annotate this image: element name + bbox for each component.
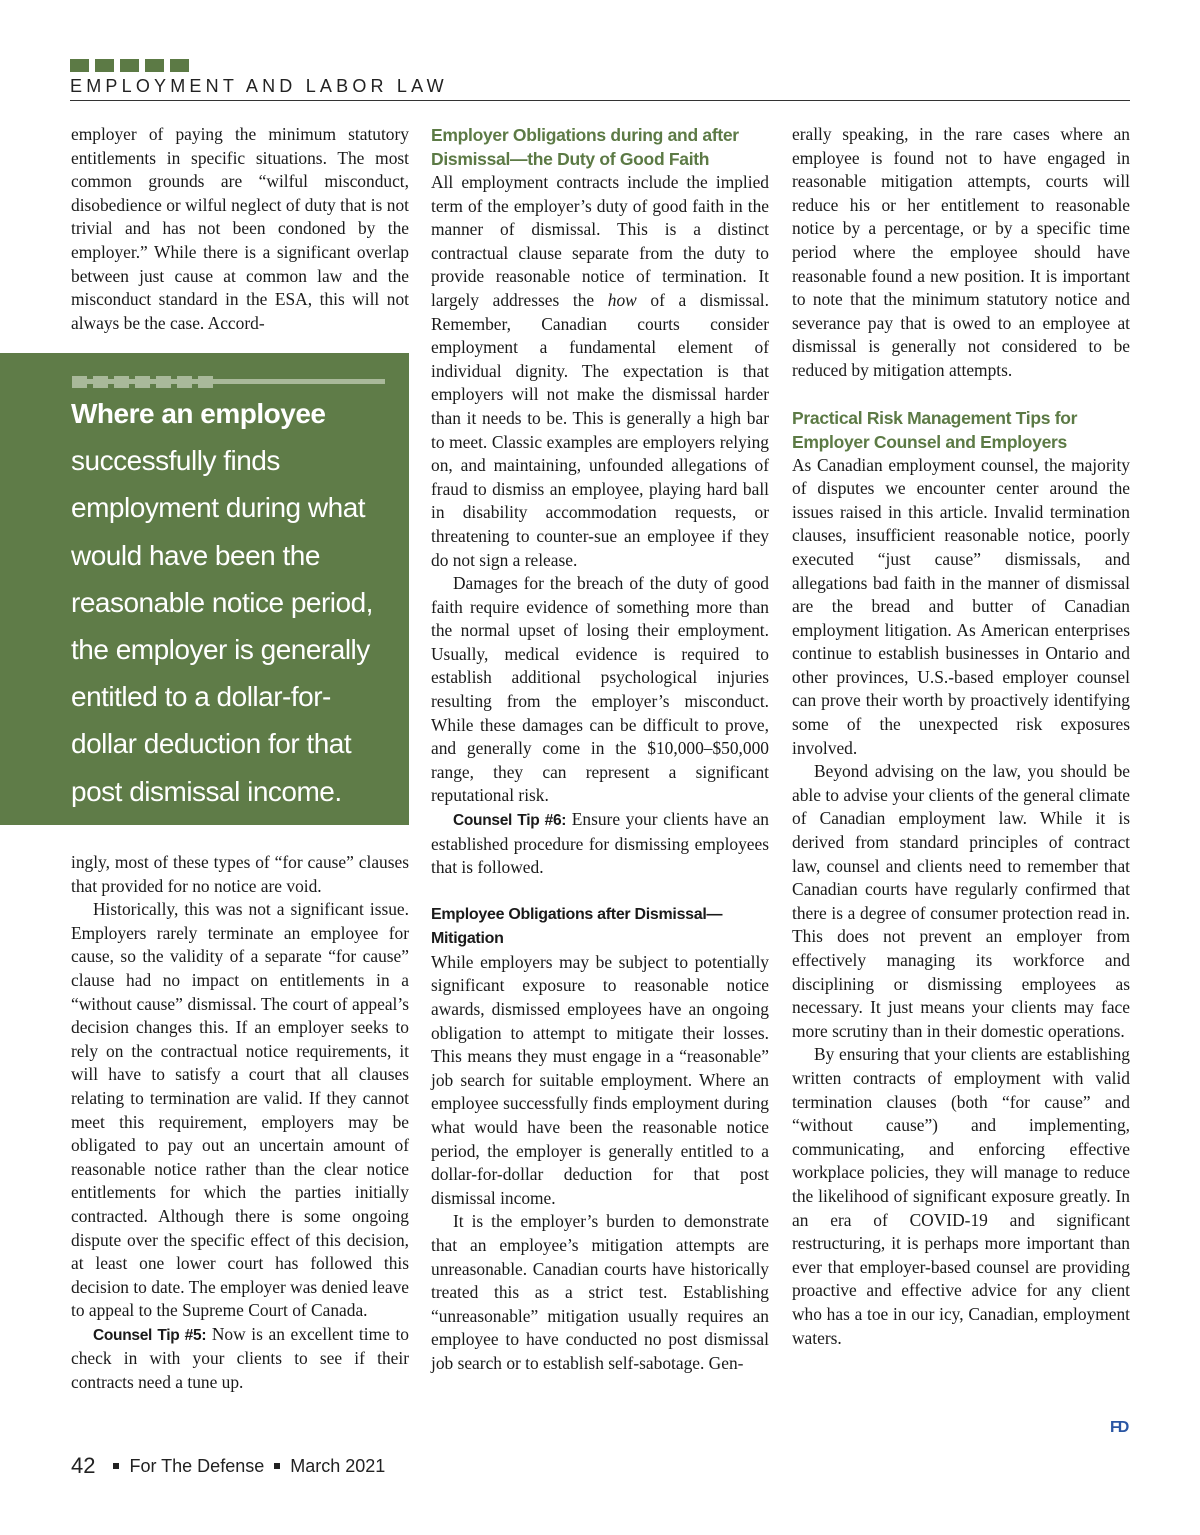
- fd-logo-d: D: [1117, 1419, 1128, 1436]
- pull-quote-text: [71, 390, 391, 815]
- column-1-bottom: [71, 851, 409, 1395]
- col2-paragraph-1: [431, 171, 769, 572]
- page-number: 42: [71, 1453, 96, 1478]
- column-1-top: [71, 123, 409, 335]
- pull-quote-lead: Where an employee: [71, 398, 326, 429]
- spacer: [431, 880, 769, 903]
- counsel-tip-6-text: Ensure your clients have an established procedure for dismissing employees that is followed.: [431, 809, 770, 878]
- publication-name: For The Defense: [129, 1455, 265, 1476]
- pull-quote-body: successfully finds employment during what would have been the reasonable notice period, the employer is generally entitled to a dollar-for-dollar deduction for that post dismissal income.: [71, 445, 373, 807]
- col3-paragraph-4: By ensuring that your clients are establishing written contracts of employment with valid termination clauses (both “for cause” and “without cause”) and implementing, communicating, and enforcing effective workplace policies, they will manage to reduce the likelihood of significant exposure greatly. In an era of COVID-19 and significant restructuring, it is perhaps more important than ever that employer-based counsel are providing proactive and effective advice for any client who has a toe in our icy, Canadian, employment waters.: [792, 1044, 1130, 1348]
- counsel-tip-6: [431, 808, 769, 880]
- fd-logo-f: F: [1110, 1419, 1118, 1436]
- col2-paragraph-2: Damages for the breach of the duty of good faith require evidence of something more than the normal upset of losing their employment. Usually, medical evidence is required to establish additional psychological injuries resulting from the employer’s misconduct. While these damages can be difficult to prove, and generally come in the $10,000–$50,000 range, they can represent a significant reputational risk.: [431, 573, 769, 806]
- counsel-tip-6-label: Counsel Tip #6:: [453, 812, 567, 830]
- col2-paragraph-3: While employers may be subject to potentially significant exposure to reasonable notice awards, dismissed employees have an ongoing obligation to attempt to mitigate their losses. This means they must engage in a “reasonable” job search for suitable employment. Where an employee successfully finds employment during what would have been the reasonable notice period, the employer is generally entitled to a dollar-for-dollar deduction for that post dismissal income.: [431, 951, 769, 1208]
- heading-practical-risk-tips: Practical Risk Management Tips for Employer Counsel and Employers: [792, 407, 1078, 452]
- col1-continuation: ingly, most of these types of “for cause” clauses that provided for no notice are void.: [71, 852, 409, 896]
- header-squares-decoration: [70, 59, 189, 72]
- col3-paragraph-3: Beyond advising on the law, you should be able to advise your clients of the general climate of Canadian employment law. While it is derived from standard principles of contract law, counsel and clients need to remember that Canadian courts have regularly confirmed that there is a degree of consumer protection read in. This does not prevent an employer from effectively managing its workforce and disciplining or dismissing employees as necessary. It just means your clients may face more scrutiny than in their domestic operations.: [792, 761, 1130, 1041]
- col2-paragraph-4: It is the employer’s burden to demonstrate that an employee’s mitigation attempts are unreasonable. Canadian courts have historically treated this as a strict test. Establishing “unreasonable” mitigation usually requires an employee to have conducted no post dismissal job search or to establish self-sabotage. Gen-: [431, 1211, 769, 1373]
- col2-p1-emphasis: how: [607, 289, 637, 310]
- col1-paragraph-1: employer of paying the minimum statutory entitlements in specific situations. The most common grounds are “wilful misconduct, disobedience or wilful neglect of duty that is not trivial and has not been condoned by the employer.” While there is a significant overlap between just cause at common law and the misconduct standard in the ESA, this will not always be the case. Accord-: [71, 124, 409, 333]
- pull-quote: [0, 353, 409, 825]
- footer-bullet: [274, 1463, 280, 1469]
- col3-paragraph-1: erally speaking, in the rare cases where an employee is found not to have engaged in reasonable mitigation attempts, courts will reduce his or her entitlement to reasonable notice by a percentage, or by a specific time period where the employee should have reasonable found a new position. It is important to note that the minimum statutory notice and severance pay that is owed to an employee at dismissal is generally not considered to be reduced by mitigation attempts.: [792, 124, 1130, 380]
- issue-date: March 2021: [290, 1455, 386, 1476]
- footer-bullet: [113, 1463, 119, 1469]
- col1-paragraph-2: Historically, this was not a significant issue. Employers rarely terminate an employee for cause, so the validity of a separate “for cause” clause had no impact on entitlements in a “without cause” dismissal. The court of appeal’s decision changes this. If an employer seeks to rely on the contractual notice requirements, it will have to satisfy a court that all clauses relating to termination are valid. If they cannot meet this requirement, employers may be obligated to pay out an uncertain amount of reasonable notice rather than the clear notice entitlements for which the parties initially contracted. Although there is some ongoing dispute over the specific effect of this decision, at least one lower court has followed this decision to date. The employer was denied leave to appeal to the Supreme Court of Canada.: [71, 899, 409, 1321]
- page-footer: [71, 1453, 385, 1479]
- fd-end-logo: [1110, 1419, 1127, 1437]
- section-label: EMPLOYMENT AND LABOR LAW: [70, 76, 448, 96]
- header-rule: [70, 100, 1130, 101]
- counsel-tip-5-text: Now is an excellent time to check in with your clients to see if their contracts need a tune up.: [71, 1323, 409, 1393]
- pull-quote-squares-decoration: [72, 376, 213, 388]
- heading-duty-of-good-faith: Employer Obligations during and after Dismissal—the Duty of Good Faith: [431, 125, 739, 169]
- col2-p1-part-a: All employment contracts include the implied term of the employer’s duty of good faith in the manner of dismissal. This is a distinct contractual clause separate from the duty to provide reasonable notice of termination. It largely addresses the: [431, 172, 769, 310]
- spacer: [792, 383, 1130, 406]
- column-3: [792, 123, 1130, 1350]
- heading-mitigation: Employee Obligations after Dismissal—Mitigation: [431, 905, 723, 947]
- col3-paragraph-2: As Canadian employment counsel, the majority of disputes we encounter center around the issues raised in this article. Invalid termination clauses, insufficient reasonable notice, poorly executed “just cause” dismissals, and allegations bad faith in the manner of dismissal are the bread and butter of Canadian employment litigation. As American enterprises continue to establish businesses in Ontario and other provinces, U.S.-based employer counsel can prove their worth by proactively identifying some of the unexpected risk exposures involved.: [792, 454, 1130, 758]
- col2-p1-part-b: of a dismissal. Remember, Canadian courts consider employment a fundamental element of individual dignity. The expectation is that employers will not make the dismissal harder than it needs to be. This is generally a high bar to meet. Classic examples are employers relying on, and maintaining, unfounded allegations of fraud to dismiss an employee, playing hard ball in disability accommodation requests, or threatening to counter-sue an employee if they do not sign a release.: [431, 289, 769, 570]
- column-2: [431, 123, 769, 1376]
- counsel-tip-5-label: Counsel Tip #5:: [93, 1326, 207, 1344]
- counsel-tip-5: [71, 1323, 409, 1395]
